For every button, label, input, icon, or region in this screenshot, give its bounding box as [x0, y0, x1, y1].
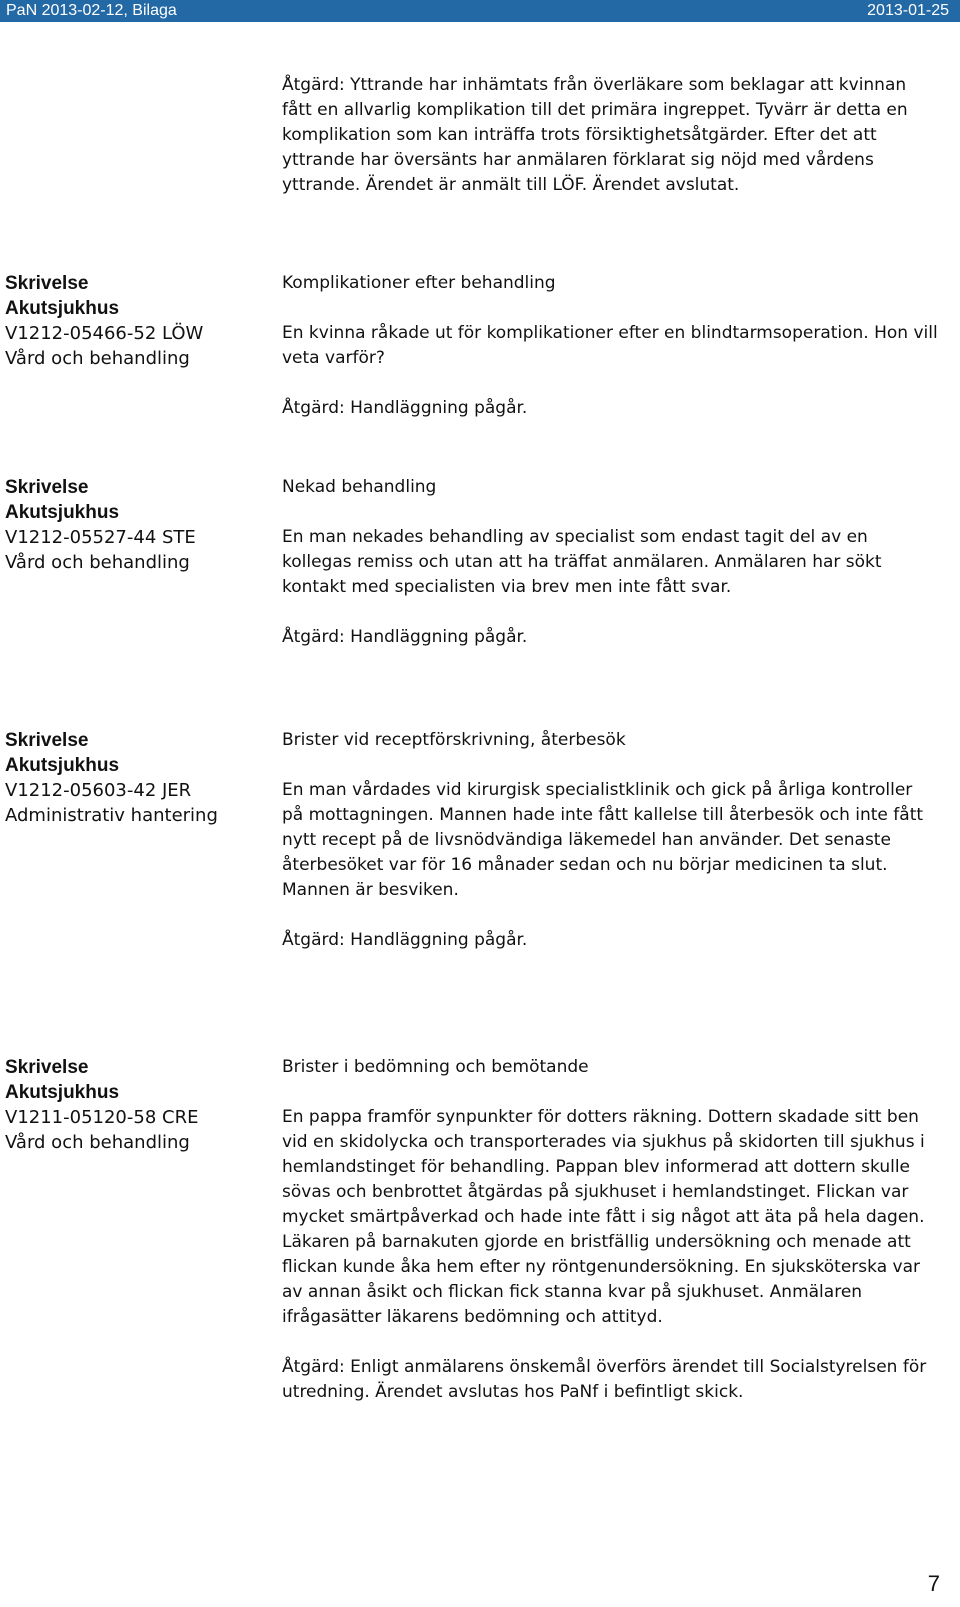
case-type: Skrivelse [5, 273, 89, 294]
page-header [0, 0, 960, 22]
case-id: V1211-05120-58 CRE [5, 1107, 199, 1128]
case-unit: Akutsjukhus [5, 502, 120, 523]
case-content [282, 1055, 938, 1405]
case-category: Administrativ hantering [5, 805, 218, 826]
case-unit: Akutsjukhus [5, 755, 120, 776]
case-content [282, 475, 938, 650]
header-document-title: PaN 2013-02-12, Bilaga [6, 2, 177, 19]
case-id: V1212-05527-44 STE [5, 527, 196, 548]
case-action: Åtgärd: Enligt anmälarens önskemål överförs ärendet till Socialstyrelsen för utredning. Ärendet avslutas hos PaNf i befintligt skick. [282, 1357, 927, 1402]
case-description: En kvinna råkade ut för komplikationer efter en blindtarmsoperation. Hon vill veta varför? [282, 323, 938, 368]
case-meta [5, 271, 260, 371]
intro-action-text: Åtgärd: Yttrande har inhämtats från överläkare som beklagar att kvinnan fått en allvarlig komplikation till det primära ingreppet. Tyvärr är detta en komplikation som kan inträffa trots försiktighetsåtgärder. Efter det att yttrande har översänts har anmälaren förklarat sig nöjd med vårdens yttrande. Ärendet är anmält till LÖF. Ärendet avslutat. [282, 75, 908, 195]
page-number: 7 [927, 1571, 940, 1596]
case-action: Åtgärd: Handläggning pågår. [282, 930, 528, 950]
case-subject: Komplikationer efter behandling [282, 273, 556, 293]
case-type: Skrivelse [5, 730, 89, 751]
case-subject: Brister vid receptförskrivning, återbesök [282, 730, 626, 750]
case-type: Skrivelse [5, 477, 89, 498]
header-date: 2013-01-25 [867, 2, 949, 19]
case-meta [5, 1055, 260, 1155]
case-meta [5, 475, 260, 575]
case-meta [5, 728, 260, 828]
case-unit: Akutsjukhus [5, 298, 120, 319]
case-category: Vård och behandling [5, 552, 190, 573]
case-type: Skrivelse [5, 1057, 89, 1078]
case-unit: Akutsjukhus [5, 1082, 120, 1103]
case-action: Åtgärd: Handläggning pågår. [282, 398, 528, 418]
case-category: Vård och behandling [5, 1132, 190, 1153]
case-description: En man nekades behandling av specialist som endast tagit del av en kollegas remiss och utan att ha träffat anmälaren. Anmälaren har sökt kontakt med specialisten via brev men inte fått svar. [282, 527, 882, 597]
case-content [282, 271, 938, 421]
case-subject: Brister i bedömning och bemötande [282, 1057, 589, 1077]
case-action: Åtgärd: Handläggning pågår. [282, 627, 528, 647]
case-id: V1212-05603-42 JER [5, 780, 192, 801]
case-description: En pappa framför synpunkter för dotters räkning. Dottern skadade sitt ben vid en skidolycka och transporterades via sjukhus på skidorten till sjukhus i hemlandstinget för behandling. Pappan blev informerad att dottern skulle sövas och benbrottet åtgärdas på sjukhuset i hemlandstinget. Flickan var mycket smärtpåverkad och hade inte fått i sig något att äta på hela dagen. Läkaren på barnakuten gjorde en bristfällig undersökning och menade att flickan kunde åka hem efter ny röntgenundersökning. En sjuksköterska var av annan åsikt och flickan fick stanna kvar på sjukhuset. Anmälaren ifrågasätter läkarens bedömning och attityd. [282, 1107, 925, 1327]
case-description: En man vårdades vid kirurgisk specialistklinik och gick på årliga kontroller på mottagningen. Mannen hade inte fått kallelse till återbesök och inte fått nytt recept på de livsnödvändiga läkemedel han använder. Det senaste återbesöket var för 16 månader sedan och nu börjar medicinen ta slut. Mannen är besviken. [282, 780, 924, 900]
case-content [282, 728, 938, 953]
case-category: Vård och behandling [5, 348, 190, 369]
case-subject: Nekad behandling [282, 477, 437, 497]
case-id: V1212-05466-52 LÖW [5, 323, 204, 344]
